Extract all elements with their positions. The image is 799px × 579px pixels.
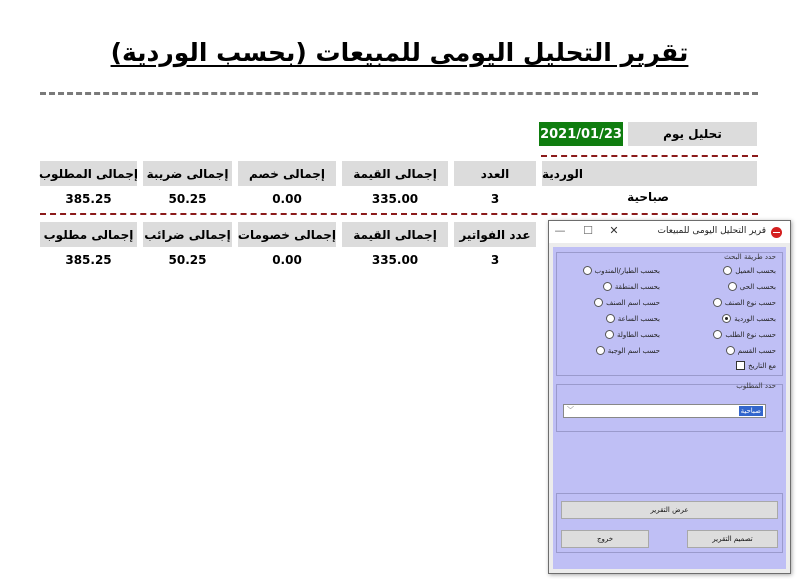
- cell-total-value: 335.00: [371, 192, 419, 206]
- cell-sum-value: 335.00: [371, 253, 419, 267]
- shift-select[interactable]: [563, 404, 766, 418]
- checkbox-icon[interactable]: [736, 361, 745, 370]
- option-by-item-type[interactable]: حسب نوع الصنف: [713, 298, 776, 307]
- date-divider: [541, 155, 758, 157]
- maximize-button[interactable]: ☐: [583, 224, 593, 237]
- option-by-district[interactable]: بحسب الحى: [728, 282, 776, 291]
- show-report-button[interactable]: عرض التقرير: [561, 501, 778, 519]
- option-by-area[interactable]: بحسب المنطقة: [603, 282, 660, 291]
- title-divider: [40, 92, 758, 95]
- option-by-driver[interactable]: بحسب الطيار/المندوب: [583, 266, 661, 275]
- radio-icon[interactable]: [713, 298, 722, 307]
- radio-selected-icon[interactable]: [722, 314, 731, 323]
- header-total-required: إجمالى المطلوب: [40, 161, 137, 186]
- header-sum-value: إجمالى القيمة: [342, 222, 448, 247]
- header-total-discount: إجمالى خصم: [238, 161, 336, 186]
- close-button[interactable]: ✕: [609, 224, 619, 237]
- cell-total-discount: 0.00: [272, 192, 302, 206]
- header-total-value: إجمالى القيمة: [342, 161, 448, 186]
- cell-total-tax: 50.25: [168, 192, 207, 206]
- radio-icon[interactable]: [594, 298, 603, 307]
- option-by-table[interactable]: بحسب الطاولة: [605, 330, 660, 339]
- option-by-customer[interactable]: بحسب العميل: [723, 266, 776, 275]
- option-by-item-name[interactable]: حسب اسم الصنف: [594, 298, 660, 307]
- required-label: حدد المطلوب: [736, 382, 776, 390]
- cell-total-required: 385.25: [65, 192, 112, 206]
- date-value: 2021/01/23: [539, 122, 623, 146]
- header-sum-taxes: إجمالى ضرائب: [143, 222, 232, 247]
- radio-icon[interactable]: [723, 266, 732, 275]
- radio-icon[interactable]: [583, 266, 592, 275]
- table-divider: [40, 213, 758, 215]
- chevron-down-icon[interactable]: ﹀: [567, 406, 574, 414]
- header-sum-required: إجمالى مطلوب: [40, 222, 137, 247]
- radio-icon[interactable]: [606, 314, 615, 323]
- radio-icon[interactable]: [596, 346, 605, 355]
- radio-icon[interactable]: [603, 282, 612, 291]
- radio-icon[interactable]: [605, 330, 614, 339]
- option-by-order-type[interactable]: حسب نوع الطلب: [713, 330, 776, 339]
- shift-select-value: صباحية: [740, 407, 761, 415]
- cell-sum-discounts: 0.00: [272, 253, 302, 267]
- minimize-button[interactable]: —: [554, 224, 566, 237]
- report-dialog: [548, 220, 791, 574]
- cell-shift: صباحية: [627, 190, 669, 204]
- header-sum-discounts: إجمالى خصومات: [238, 222, 336, 247]
- header-count: العدد: [454, 161, 536, 186]
- header-invoice-count: عدد الفواتير: [454, 222, 536, 247]
- with-date-option[interactable]: مع التاريخ: [736, 361, 776, 370]
- option-by-meal-name[interactable]: حسب اسم الوجبة: [596, 346, 660, 355]
- header-total-tax: إجمالى ضريبة: [143, 161, 232, 186]
- dialog-body: [553, 247, 786, 569]
- header-shift: الوردية: [542, 161, 757, 186]
- app-icon: [771, 227, 782, 238]
- option-by-hour[interactable]: بحسب الساعة: [606, 314, 660, 323]
- cell-sum-required: 385.25: [65, 253, 112, 267]
- radio-icon[interactable]: [713, 330, 722, 339]
- date-label: تحليل يوم: [628, 122, 757, 146]
- cell-count: 3: [490, 192, 500, 206]
- cell-sum-taxes: 50.25: [168, 253, 207, 267]
- cell-invoice-count: 3: [490, 253, 500, 267]
- option-by-shift[interactable]: بحسب الوردية: [722, 314, 776, 323]
- search-method-label: حدد طريقة البحث: [724, 253, 776, 261]
- radio-icon[interactable]: [728, 282, 737, 291]
- dialog-titlebar[interactable]: [549, 221, 790, 243]
- dialog-title: قرير التحليل اليومى للمبيعات: [657, 226, 766, 236]
- design-report-button[interactable]: تصميم التقرير: [687, 530, 778, 548]
- option-by-department[interactable]: حسب القسم: [726, 346, 776, 355]
- report-title: تقرير التحليل اليومى للمبيعات (بحسب الوردية): [110, 38, 689, 67]
- exit-button[interactable]: خروج: [561, 530, 649, 548]
- radio-icon[interactable]: [726, 346, 735, 355]
